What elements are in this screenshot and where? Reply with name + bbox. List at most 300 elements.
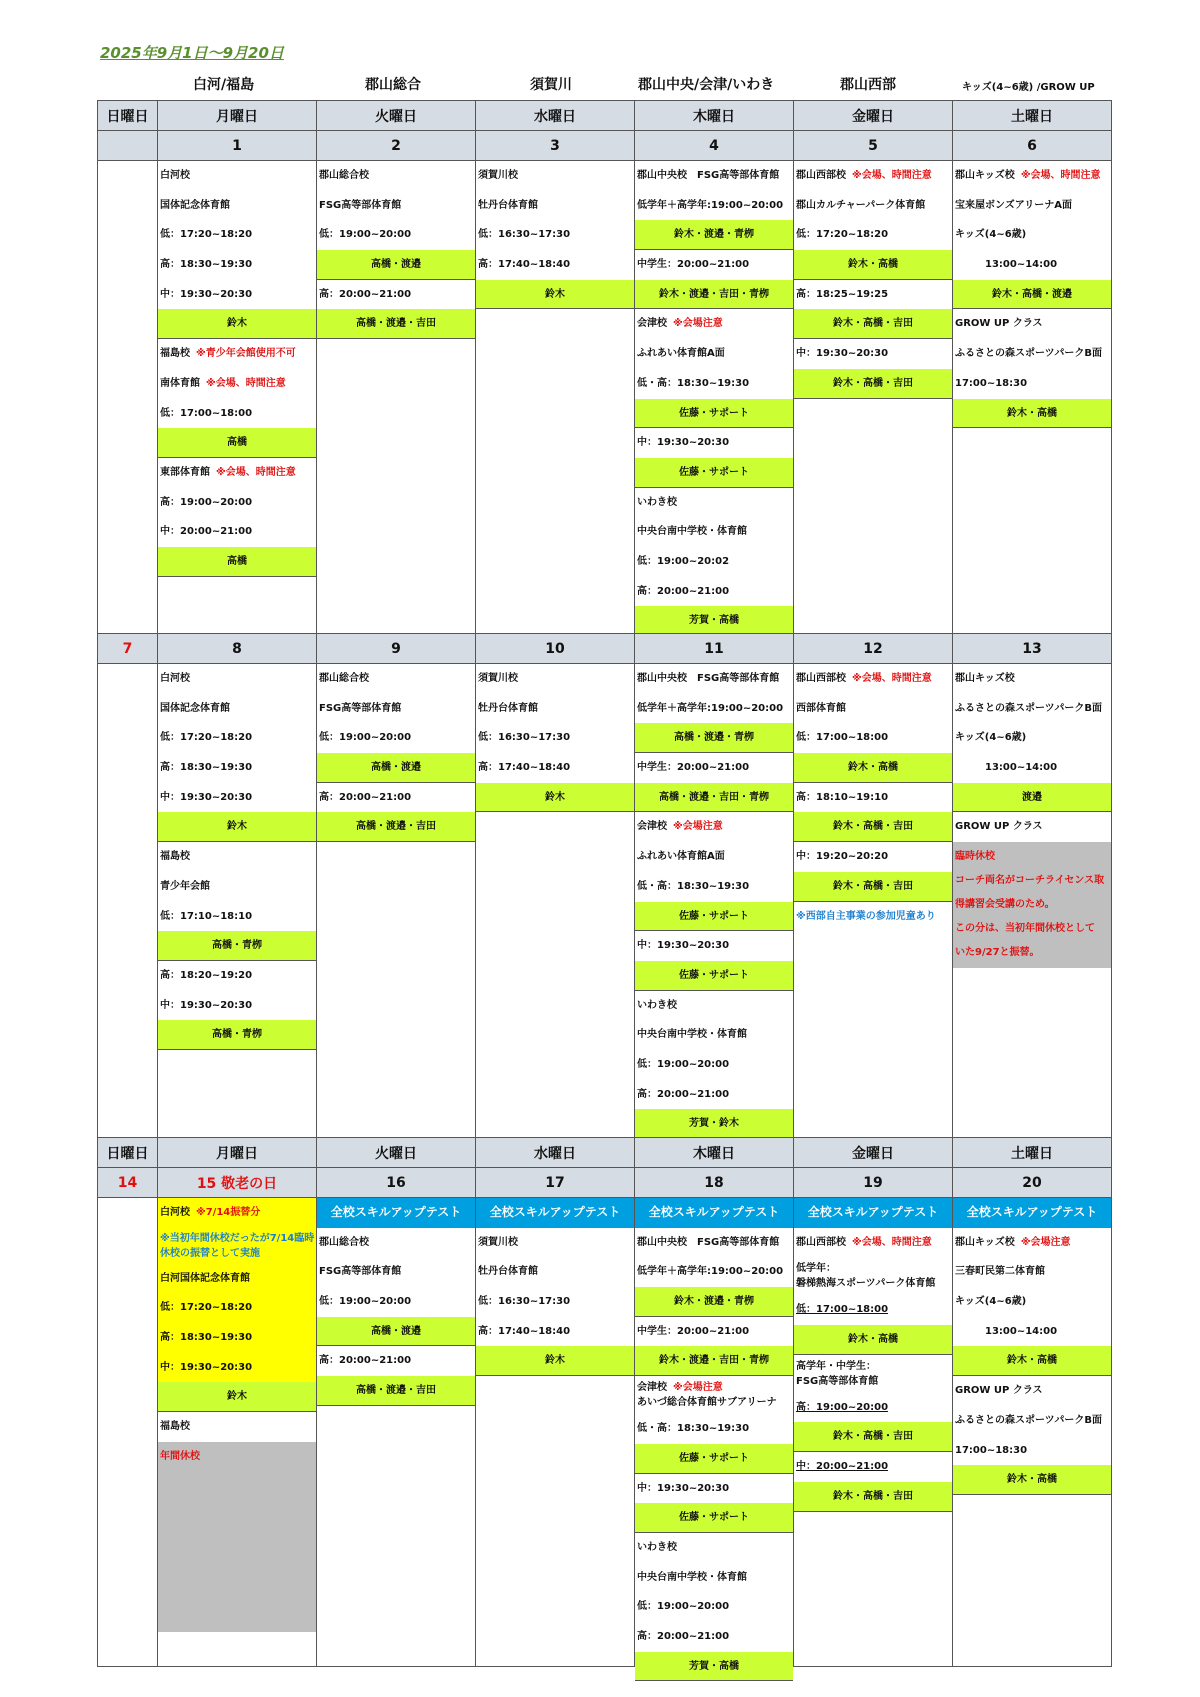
date-wed: 17 [476, 1168, 635, 1198]
date-row [98, 1168, 1112, 1198]
date-sat: 6 [953, 131, 1112, 161]
school-head-koriyama-seibu: 郡山西部 [840, 77, 896, 93]
schedule-line [953, 1436, 1111, 1466]
schedule-line [794, 723, 952, 753]
coach-assignment [158, 547, 316, 577]
schedule-line [794, 280, 952, 310]
coach-assignment [794, 872, 952, 902]
schedule-text: 鈴木・高橋 [1007, 1355, 1057, 1367]
schedule-text: 高橋・渡邉 [371, 1325, 421, 1337]
schedule-text: 低：19:00~20:00 [319, 1296, 412, 1308]
coach-assignment [158, 931, 316, 961]
schedule-line [794, 161, 952, 191]
schedule-line [794, 1257, 952, 1295]
schedule-text: 鈴木・高橋 [1007, 1474, 1057, 1486]
schedule-text: 郡山西部校 [796, 1236, 846, 1248]
weekday-header-row [98, 100, 1112, 131]
schedule-text: 高：20:00~21:00 [319, 1355, 412, 1367]
schedule-text: 中：20:00~21:00 [160, 526, 253, 538]
coach-assignment [317, 309, 475, 339]
schedule-line [158, 339, 316, 369]
day-cell-sat [953, 664, 1112, 1138]
participation-note [794, 902, 952, 932]
schedule-line [158, 280, 316, 310]
schedule-text: 鈴木・高橋・吉田 [833, 880, 913, 892]
schedule-line [635, 1376, 793, 1414]
schedule-line [158, 961, 316, 991]
schedule-text: 芳賀・高橋 [689, 615, 739, 627]
schedule-line [158, 369, 316, 399]
coach-assignment [476, 280, 634, 310]
schedule-text: 白河校 [160, 673, 190, 684]
coach-assignment [476, 783, 634, 813]
date-row [98, 131, 1112, 161]
date-wed: 10 [476, 633, 635, 664]
schedule-text: ※当初年間休校だったが7/14臨時休校の振替として実施 [160, 1232, 315, 1259]
schedule-line [953, 753, 1111, 783]
schedule-text: 高：18:20~19:20 [160, 969, 253, 981]
date-fri: 12 [794, 633, 953, 664]
schedule-text: 低：17:20~18:20 [160, 1302, 253, 1314]
coach-assignment [794, 309, 952, 339]
caution-note: ※会場、時間注意 [852, 170, 932, 181]
schedule-text: 郡山カルチャーパーク体育館 [796, 199, 926, 211]
skill-test-banner [794, 1198, 952, 1228]
schedule-text: 牡丹台体育館 [478, 1266, 538, 1278]
date-thu: 11 [635, 633, 794, 664]
schedule-line [158, 1353, 316, 1383]
schedule-text: 郡山総合校 [319, 673, 369, 684]
schedule-text: 郡山中央校 FSG高等部体育館 [637, 170, 780, 181]
schedule-text: 郡山キッズ校 [955, 170, 1015, 181]
caution-note: ※会場、時間注意 [1020, 170, 1101, 181]
schedule-text: GROW UP クラス [955, 318, 1043, 330]
schedule-text: 低：17:20~18:20 [160, 229, 253, 241]
coach-assignment [794, 1325, 952, 1355]
day-cell-mon [158, 664, 317, 1138]
coach-assignment [635, 1287, 793, 1317]
day-cell-sun [98, 1198, 158, 1666]
schedule-line [953, 1317, 1111, 1347]
day-cell-wed [476, 161, 635, 635]
schedule-line [476, 1287, 634, 1317]
schedule-text: キッズ(4~6歳) [955, 1296, 1027, 1308]
day-cell-thu [635, 664, 794, 1138]
day-cell-sat [953, 161, 1112, 635]
schedule-line [794, 1295, 952, 1325]
schedule-line [158, 250, 316, 280]
schedule-text: 全校スキルアップテスト [648, 1205, 780, 1219]
schedule-text: 鈴木 [227, 821, 247, 833]
schedule-text: 鈴木・高橋・渡邉 [992, 288, 1072, 300]
schedule-text: 会津校 [637, 1382, 667, 1394]
schedule-line [158, 723, 316, 753]
schedule-line [953, 250, 1111, 280]
day-cell-mon [158, 161, 317, 635]
schedule-text: 17:00~18:30 [955, 377, 1028, 389]
schedule-text: 高：18:30~19:30 [160, 259, 253, 271]
schedule-text: 国体記念体育館 [160, 199, 230, 211]
schedule-text: 中：19:30~20:30 [160, 288, 253, 300]
schedule-line [635, 339, 793, 369]
schedule-line [953, 694, 1111, 724]
schedule-text: キッズ(4~6歳) [955, 229, 1027, 241]
schedule-line [953, 309, 1111, 339]
schedule-line [476, 250, 634, 280]
schedule-text: 佐藤・サポート [679, 910, 749, 922]
schedule-line [158, 664, 316, 694]
venue-text: 磐梯熱海スポーツパーク体育館 [796, 1278, 936, 1290]
schedule-text: キッズ(4~6歳) [955, 732, 1027, 744]
schedule-text: 低：19:00~20:02 [637, 555, 730, 567]
caution-note: ※会場、時間注意 [852, 1236, 932, 1248]
schedule-text: 佐藤・サポート [679, 407, 749, 419]
schedule-line [158, 991, 316, 1021]
schedule-text: 高：17:40~18:40 [478, 259, 571, 271]
schedule-text: ※西部自主事業の参加児童あり [796, 910, 936, 922]
schedule-text: いわき校 [637, 496, 677, 508]
schedule-text: 中：19:30~20:30 [796, 348, 889, 360]
schedule-text: 全校スキルアップテスト [807, 1205, 939, 1219]
coach-assignment [794, 1422, 952, 1452]
schedule-text: ふるさとの森スポーツパークB面 [955, 1414, 1103, 1426]
coach-assignment [317, 250, 475, 280]
schedule-line [317, 1257, 475, 1287]
weekday-tue: 火曜日 [317, 1137, 476, 1168]
schedule-line [317, 783, 475, 813]
coach-assignment [317, 1317, 475, 1347]
coach-assignment [635, 902, 793, 932]
schedule-text: 鈴木・高橋・吉田 [833, 318, 913, 330]
schedule-line [635, 1622, 793, 1652]
schedule-text: 芳賀・鈴木 [689, 1118, 739, 1130]
schedule-text: 13:00~14:00 [955, 1325, 1058, 1337]
schedule-text: 青少年会館 [160, 880, 210, 892]
schedule-text: 高：18:10~19:10 [796, 791, 889, 803]
date-fri: 19 [794, 1168, 953, 1198]
schedule-line [635, 1474, 793, 1504]
day-cell-mon [158, 1198, 317, 1666]
schedule-line [635, 1414, 793, 1444]
schedule-text: 西部体育館 [796, 702, 846, 714]
schedule-text: 鈴木・渡邉・吉田・青栁 [659, 288, 769, 300]
skill-test-banner [476, 1198, 634, 1228]
day-cell-sun [98, 161, 158, 635]
schedule-text: いわき校 [637, 999, 677, 1011]
schedule-text: 福島校 [160, 1421, 190, 1433]
schedule-text: 中：19:30~20:30 [637, 940, 730, 952]
schedule-text: 中：19:30~20:30 [637, 1482, 730, 1494]
schedule-line [635, 694, 793, 724]
schedule-line [635, 991, 793, 1021]
coach-assignment [158, 812, 316, 842]
page-title: 2025年9月1日～9月20日 [100, 44, 284, 62]
caution-note: ※青少年会館使用不可 [196, 348, 296, 360]
schedule-text: 高：18:25~19:25 [796, 288, 889, 300]
schedule-text: 鈴木 [545, 791, 565, 803]
schedule-text: 低：19:00~20:00 [319, 229, 412, 241]
schedule-text: 年間休校 [160, 1450, 200, 1462]
weekday-sun: 日曜日 [98, 100, 158, 131]
schedule-line [953, 191, 1111, 221]
coach-assignment [953, 1465, 1111, 1495]
schedule-text: 低学年＋高学年:19:00~20:00 [637, 702, 784, 714]
schedule-text: 牡丹台体育館 [478, 199, 538, 211]
schedule-line [953, 1406, 1111, 1436]
schedule-line [476, 664, 634, 694]
schedule-line [158, 191, 316, 221]
schedule-line [635, 428, 793, 458]
schedule-line [635, 161, 793, 191]
schedule-text: 高橋・渡邉・吉田 [356, 1385, 436, 1397]
schedule-line [635, 931, 793, 961]
coach-assignment [158, 1382, 316, 1412]
schedule-line [635, 577, 793, 607]
schedule-line [635, 664, 793, 694]
schedule-line [635, 1080, 793, 1110]
schedule-text: 須賀川校 [478, 673, 518, 684]
schedule-line [635, 547, 793, 577]
schedule-line [158, 161, 316, 191]
date-sat: 13 [953, 633, 1112, 664]
caution-note: ※会場注意 [673, 821, 723, 833]
schedule-line [476, 753, 634, 783]
schedule-line [476, 220, 634, 250]
day-cell-fri [794, 161, 953, 635]
schedule-text: 鈴木・高橋 [848, 259, 898, 271]
coach-assignment [635, 1444, 793, 1474]
schedule-line [317, 1346, 475, 1376]
schedule-text: 高：17:40~18:40 [478, 762, 571, 774]
weekday-thu: 木曜日 [635, 1137, 794, 1168]
schedule-text: 低：16:30~17:30 [478, 1296, 571, 1308]
schedule-text: 鈴木・渡邉・青栁 [674, 1296, 754, 1308]
schedule-line [158, 458, 316, 488]
schedule-text: 郡山キッズ校 [955, 1236, 1015, 1248]
schedule-text: 高学年・中学生： [796, 1360, 876, 1372]
schedule-text: 高橋 [227, 555, 247, 567]
week2-body [98, 664, 1112, 1139]
schedule-line [158, 694, 316, 724]
schedule-line [635, 872, 793, 902]
day-cell-sun [98, 664, 158, 1138]
weekday-tue: 火曜日 [317, 100, 476, 131]
schedule-line [317, 191, 475, 221]
venue-text: あいづ総合体育館サブアリーナ [637, 1397, 777, 1409]
schedule-text: 低：17:20~18:20 [796, 229, 889, 241]
weekday-mon: 月曜日 [158, 1137, 317, 1168]
date-sun [98, 131, 158, 161]
schedule-text: 鈴木・渡邉・青栁 [674, 229, 754, 241]
schedule-text: 会津校 [637, 318, 667, 330]
date-thu: 18 [635, 1168, 794, 1198]
schedule-text: 白河国体記念体育館 [160, 1272, 250, 1284]
schedule-text: 高橋・青栁 [212, 1029, 262, 1041]
schedule-text: 中央台南中学校・体育館 [637, 526, 747, 538]
coach-assignment [953, 399, 1111, 429]
schedule-text: 高：18:30~19:30 [160, 762, 253, 774]
schedule-line [953, 1257, 1111, 1287]
date-row [98, 633, 1112, 664]
schedule-text: 鈴木 [545, 1355, 565, 1367]
coach-assignment [635, 1652, 793, 1682]
schedule-line [635, 309, 793, 339]
schedule-text: 鈴木・高橋・吉田 [833, 377, 913, 389]
schedule-text: 低：17:20~18:20 [160, 732, 253, 744]
weekday-header-row [98, 1137, 1112, 1168]
schedule-line [158, 399, 316, 429]
schedule-text: 鈴木・高橋・吉田 [833, 821, 913, 833]
schedule-text: 郡山西部校 [796, 673, 846, 684]
coach-assignment [794, 1482, 952, 1512]
schedule-text: 中央台南中学校・体育館 [637, 1029, 747, 1041]
coach-assignment [953, 280, 1111, 310]
week1-body [98, 161, 1112, 636]
schedule-line [635, 1563, 793, 1593]
school-head-koriyama-sogo: 郡山総合 [365, 77, 421, 93]
schedule-line [635, 1020, 793, 1050]
schedule-line [635, 753, 793, 783]
schedule-line [158, 1198, 316, 1228]
schedule-text: 中：19:30~20:30 [160, 1361, 253, 1373]
coach-assignment [158, 1020, 316, 1050]
schedule-line [794, 694, 952, 724]
schedule-text: 17:00~18:30 [955, 1444, 1028, 1456]
schedule-line [794, 1393, 952, 1423]
schedule-line [635, 1533, 793, 1563]
schedule-text: 中：19:30~20:30 [637, 437, 730, 449]
schedule-text: 鈴木・高橋・吉田 [833, 1490, 913, 1502]
coach-assignment [953, 1346, 1111, 1376]
day-cell-fri [794, 664, 953, 1138]
day-cell-sat [953, 1198, 1112, 1666]
schedule-text: 高橋・青栁 [212, 940, 262, 952]
week2-table [97, 633, 1112, 1139]
schedule-text: 高：20:00~21:00 [637, 1630, 730, 1642]
schedule-line [953, 369, 1111, 399]
schedule-text: 低：17:00~18:00 [796, 1304, 889, 1316]
coach-assignment [317, 1376, 475, 1406]
schedule-line [158, 1293, 316, 1323]
schedule-text: 全校スキルアップテスト [489, 1205, 621, 1219]
schedule-text: 低学年： [796, 1263, 836, 1275]
schedule-text: 国体記念体育館 [160, 702, 230, 714]
coach-assignment [635, 961, 793, 991]
schedule-text: 白河校 [160, 1207, 190, 1218]
date-tue: 2 [317, 131, 476, 161]
schedule-text: 郡山中央校 FSG高等部体育館 [637, 1236, 780, 1248]
school-head-chuo-aizu-iwaki: 郡山中央/会津/いわき [638, 77, 775, 93]
annual-closure-note [158, 1442, 316, 1632]
schedule-text: 鈴木 [227, 1391, 247, 1403]
schedule-text: 鈴木・高橋 [1007, 407, 1057, 419]
coach-assignment [635, 783, 793, 813]
caution-note: ※会場注意 [673, 1382, 723, 1394]
schedule-line [794, 783, 952, 813]
coach-assignment [635, 399, 793, 429]
schedule-text: 高：20:00~21:00 [319, 288, 412, 300]
day-cell-wed [476, 664, 635, 1138]
schedule-text: 低：19:00~20:00 [319, 732, 412, 744]
schedule-line [794, 664, 952, 694]
date-fri: 5 [794, 131, 953, 161]
day-cell-tue [317, 1198, 476, 1666]
schedule-line [635, 812, 793, 842]
caution-note: ※会場注意 [1020, 1236, 1071, 1248]
schedule-line [635, 517, 793, 547]
schedule-line [317, 220, 475, 250]
schedule-line [476, 1317, 634, 1347]
schedule-text: 芳賀・高橋 [689, 1660, 739, 1672]
date-wed: 3 [476, 131, 635, 161]
school-head-kids-growup: キッズ(4~6歳) /GROW UP [962, 82, 1095, 93]
coach-assignment [794, 250, 952, 280]
coach-assignment [635, 723, 793, 753]
schedule-text: 郡山中央校 FSG高等部体育館 [637, 673, 780, 684]
caution-note: ※会場、時間注意 [216, 466, 296, 478]
schedule-line [158, 488, 316, 518]
schedule-text: 鈴木・高橋・吉田 [833, 1431, 913, 1443]
schedule-text: 牡丹台体育館 [478, 702, 538, 714]
schedule-text: ふれあい体育館A面 [637, 851, 725, 863]
schedule-text: いわき校 [637, 1541, 677, 1553]
caution-note: ※会場、時間注意 [206, 377, 286, 389]
schedule-text: 郡山西部校 [796, 170, 846, 181]
weekday-mon: 月曜日 [158, 100, 317, 131]
schedule-text: 高橋・渡邉・吉田・青栁 [659, 791, 769, 803]
schedule-text: 高橋・渡邉・青栁 [674, 732, 754, 744]
schedule-text: 三春町民第二体育館 [955, 1266, 1045, 1278]
schedule-text: 低：16:30~17:30 [478, 229, 571, 241]
schedule-text: 高橋・渡邉 [371, 259, 421, 271]
schedule-text: GROW UP クラス [955, 821, 1043, 833]
schedule-line [158, 783, 316, 813]
schedule-line [794, 842, 952, 872]
schedule-line [158, 872, 316, 902]
schedule-text: 臨時休校 コーチ両名がコーチライセンス取得講習会受講のため。 この分は、当初年間休校として いた9/27と振替。 [955, 851, 1105, 959]
weekday-wed: 水曜日 [476, 100, 635, 131]
schedule-line [317, 1228, 475, 1258]
makeup-note [158, 1228, 316, 1264]
schedule-text: 郡山総合校 [319, 170, 369, 181]
schedule-line [158, 1264, 316, 1294]
coach-assignment [635, 220, 793, 250]
schedule-line [158, 842, 316, 872]
schedule-line [794, 1355, 952, 1393]
schedule-line [635, 1050, 793, 1080]
coach-assignment [635, 458, 793, 488]
schedule-line [317, 664, 475, 694]
schedule-text: 全校スキルアップテスト [330, 1205, 462, 1219]
schedule-text: 低：19:00~20:00 [637, 1058, 730, 1070]
schedule-line [158, 517, 316, 547]
schedule-line [794, 1452, 952, 1482]
caution-note: ※7/14振替分 [196, 1207, 261, 1218]
schedule-text: 高：19:00~20:00 [796, 1401, 889, 1413]
schedule-text: 鈴木・渡邉・吉田・青栁 [659, 1355, 769, 1367]
weekday-thu: 木曜日 [635, 100, 794, 131]
schedule-line [794, 220, 952, 250]
schedule-line [794, 191, 952, 221]
schedule-text: 鈴木 [545, 288, 565, 300]
schedule-line [158, 220, 316, 250]
day-cell-tue [317, 664, 476, 1138]
schedule-text: 全校スキルアップテスト [966, 1205, 1098, 1219]
schedule-line [317, 280, 475, 310]
schedule-text: 郡山総合校 [319, 1236, 369, 1248]
schedule-line [953, 339, 1111, 369]
closure-note [953, 842, 1111, 968]
